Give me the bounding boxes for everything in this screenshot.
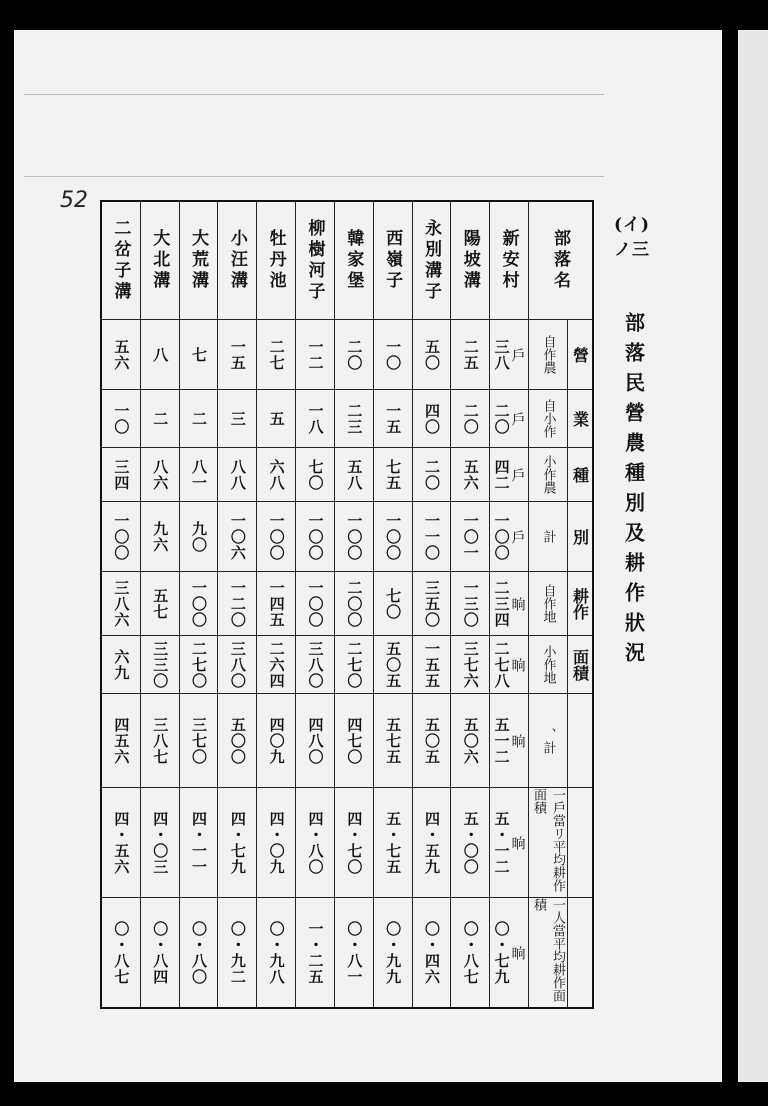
cell-value: 三八六 <box>112 579 131 628</box>
table-cell <box>102 448 141 502</box>
cell-value: 一五 <box>384 402 403 435</box>
column-header <box>490 202 529 320</box>
table-cell <box>257 898 296 1007</box>
cell-value: 三 <box>228 410 247 427</box>
table-cell <box>413 788 452 898</box>
table-cell <box>374 320 413 390</box>
table-cell <box>413 390 452 448</box>
cell-value: 二 <box>190 410 209 427</box>
cell-value: 七 <box>190 346 209 363</box>
cell-value: 五・七五 <box>384 810 403 875</box>
table-cell <box>296 572 335 636</box>
header-label-cell <box>529 202 592 320</box>
cell-value: 四〇九 <box>267 716 286 765</box>
row-label-cell <box>529 390 592 448</box>
table-cell <box>335 572 374 636</box>
cell-value: 四五六 <box>112 716 131 765</box>
cell-value: 二五 <box>461 338 480 371</box>
cell-unit: 戶 <box>509 467 526 482</box>
row-group-label: 別 <box>567 502 592 571</box>
column-header-label: 永別溝子 <box>420 218 441 303</box>
cell-unit: 晌 <box>509 835 526 850</box>
table-cell <box>218 636 257 694</box>
cell-value: 四・五六 <box>112 810 131 875</box>
cell-value: 二 <box>151 410 170 427</box>
table-cell <box>218 788 257 898</box>
table-cell <box>374 694 413 788</box>
table-cell <box>490 898 529 1007</box>
column-header-label: 小汪溝 <box>226 229 247 292</box>
row-label-cell <box>529 320 592 390</box>
table-cell <box>490 694 529 788</box>
table-cell <box>490 572 529 636</box>
table-cell <box>141 898 180 1007</box>
table-cell <box>451 898 490 1007</box>
table-cell <box>141 502 180 572</box>
cell-value: 〇・八一 <box>345 920 364 985</box>
cell-value: 四七〇 <box>345 716 364 765</box>
table-cell <box>451 788 490 898</box>
cell-value: 一・二五 <box>306 920 325 985</box>
table-cell <box>218 572 257 636</box>
cell-value: 一二〇 <box>228 579 247 628</box>
table-cell <box>218 694 257 788</box>
cell-value: 七五 <box>384 458 403 491</box>
table-cell <box>413 448 452 502</box>
cell-value: 一〇〇 <box>190 579 209 628</box>
cell-value: 一五五 <box>422 640 441 689</box>
column-header-label: 陽坡溝 <box>459 229 480 292</box>
table-cell <box>102 572 141 636</box>
table-cell <box>257 636 296 694</box>
table-cell <box>102 320 141 390</box>
cell-value: 三七〇 <box>190 716 209 765</box>
cell-value: 五六 <box>461 458 480 491</box>
column-header <box>413 202 452 320</box>
cell-value: 〇・八〇 <box>190 920 209 985</box>
cell-value: 四〇 <box>422 402 441 435</box>
data-table <box>100 200 594 1009</box>
cell-value: 一〇 <box>384 338 403 371</box>
cell-value: 三八〇 <box>306 640 325 689</box>
column-header-label: 韓家堡 <box>343 229 364 292</box>
cell-value: 五〇 <box>422 338 441 371</box>
cell-value: 三七六 <box>461 640 480 689</box>
row-group-label: 種 <box>567 448 592 501</box>
cell-value: 八八 <box>228 458 247 491</box>
table-cell <box>374 572 413 636</box>
column-header <box>180 202 219 320</box>
table-cell <box>180 572 219 636</box>
cell-value: 五八 <box>345 458 364 491</box>
column-header <box>451 202 490 320</box>
table-cell <box>102 898 141 1007</box>
table-cell <box>180 502 219 572</box>
cell-value: 一〇六 <box>228 512 247 561</box>
cell-value: 八六 <box>151 458 170 491</box>
cell-value: 八一 <box>190 458 209 491</box>
table-cell <box>451 390 490 448</box>
row-label-cell <box>529 448 592 502</box>
cell-value: 一三〇 <box>461 579 480 628</box>
cell-value: 一〇 <box>112 402 131 435</box>
cell-value: 五・〇〇 <box>461 810 480 875</box>
table-cell <box>141 694 180 788</box>
cell-value: 四・八〇 <box>306 810 325 875</box>
table-cell <box>374 502 413 572</box>
cell-value: 二三四 <box>492 579 511 628</box>
column-header-label: 新安村 <box>498 229 519 292</box>
top-rule <box>24 94 604 95</box>
cell-value: 一〇〇 <box>306 579 325 628</box>
cell-value: 二七〇 <box>345 640 364 689</box>
cell-value: 一一〇 <box>422 512 441 561</box>
table-cell <box>374 898 413 1007</box>
cell-value: 一五 <box>228 338 247 371</box>
table-cell <box>335 898 374 1007</box>
row-label-cell <box>529 788 592 898</box>
row-label: 自作地 <box>540 584 556 623</box>
table-cell <box>296 788 335 898</box>
column-header-label: 西嶺子 <box>382 229 403 292</box>
table-cell <box>490 502 529 572</box>
column-header-label: 大北溝 <box>149 229 170 292</box>
table-cell <box>102 502 141 572</box>
cell-unit: 晌 <box>509 596 526 611</box>
table-cell <box>257 320 296 390</box>
table-cell <box>490 448 529 502</box>
cell-value: 一〇〇 <box>112 512 131 561</box>
table-cell <box>335 390 374 448</box>
cell-value: 四八〇 <box>306 716 325 765</box>
cell-value: 一四五 <box>267 579 286 628</box>
cell-value: 一八 <box>306 402 325 435</box>
table-cell <box>451 502 490 572</box>
row-label-cell <box>529 898 592 1007</box>
column-header <box>218 202 257 320</box>
table-cell <box>180 694 219 788</box>
row-label-cell <box>529 572 592 636</box>
table-cell <box>413 898 452 1007</box>
cell-unit: 戶 <box>509 347 526 362</box>
cell-value: 五・一二 <box>492 810 511 875</box>
table-cell <box>102 694 141 788</box>
table-cell <box>296 636 335 694</box>
cell-value: 〇・九九 <box>384 920 403 985</box>
table-cell <box>180 636 219 694</box>
cell-value: 二七〇 <box>190 640 209 689</box>
row-label: 計 <box>540 530 556 543</box>
cell-value: 一二 <box>306 338 325 371</box>
table-cell <box>257 572 296 636</box>
table-cell <box>413 694 452 788</box>
table-cell <box>296 390 335 448</box>
table-cell <box>451 448 490 502</box>
table-cell <box>257 788 296 898</box>
table-cell <box>218 898 257 1007</box>
table-cell <box>218 320 257 390</box>
cell-value: 九六 <box>151 520 170 553</box>
cell-value: 三三〇 <box>151 640 170 689</box>
cell-value: 二〇 <box>345 338 364 371</box>
cell-value: 〇・八四 <box>151 920 170 985</box>
table-cell <box>335 636 374 694</box>
cell-value: 一〇〇 <box>267 512 286 561</box>
table-cell <box>141 320 180 390</box>
table-cell <box>141 788 180 898</box>
column-header <box>296 202 335 320</box>
cell-value: 四・〇三 <box>151 810 170 875</box>
cell-value: 五一二 <box>492 716 511 765</box>
cell-value: 四・一一 <box>190 810 209 875</box>
header-label: 部落名 <box>549 229 570 292</box>
cell-value: 〇・八七 <box>112 920 131 985</box>
cell-unit: 戶 <box>509 529 526 544</box>
cell-value: 〇・九八 <box>267 920 286 985</box>
cell-value: 一〇一 <box>461 512 480 561</box>
cell-unit: 晌 <box>509 657 526 672</box>
table-cell <box>490 390 529 448</box>
cell-value: 二〇 <box>461 402 480 435</box>
row-label: 小作地 <box>540 645 556 684</box>
column-header <box>374 202 413 320</box>
cell-unit: 晌 <box>509 733 526 748</box>
cell-value: 一〇〇 <box>345 512 364 561</box>
cell-value: 三八〇 <box>228 640 247 689</box>
cell-value: 九〇 <box>190 520 209 553</box>
table-cell <box>335 448 374 502</box>
cell-unit: 戶 <box>509 411 526 426</box>
cell-value: 三四 <box>112 458 131 491</box>
row-label-cell <box>529 502 592 572</box>
column-header <box>257 202 296 320</box>
cell-value: 五〇〇 <box>228 716 247 765</box>
table-cell <box>296 694 335 788</box>
table-cell <box>451 636 490 694</box>
row-label: 自作農 <box>540 335 556 374</box>
table-cell <box>141 572 180 636</box>
table-cell <box>257 390 296 448</box>
row-label-cell <box>529 636 592 694</box>
row-group-label <box>567 694 592 787</box>
cell-value: 二六四 <box>267 640 286 689</box>
table-cell <box>218 390 257 448</box>
cell-value: 四・七九 <box>228 810 247 875</box>
cell-value: 七〇 <box>306 458 325 491</box>
cell-value: 三八七 <box>151 716 170 765</box>
table-cell <box>180 448 219 502</box>
column-header <box>141 202 180 320</box>
column-header-label: 二岔子溝 <box>110 218 131 303</box>
row-label-cell <box>529 694 592 788</box>
table-cell <box>413 572 452 636</box>
table-cell <box>141 390 180 448</box>
cell-value: 三五〇 <box>422 579 441 628</box>
column-header-label: 大荒溝 <box>188 229 209 292</box>
row-group-label: 耕作 <box>567 572 592 635</box>
row-group-label: 營 <box>567 320 592 389</box>
row-label: 小作農 <box>540 455 556 494</box>
table-cell <box>180 320 219 390</box>
cell-value: 六九 <box>112 648 131 681</box>
cell-value: 五七 <box>151 587 170 620</box>
cell-value: 二三 <box>345 402 364 435</box>
table-cell <box>180 390 219 448</box>
cell-value: 四・〇九 <box>267 810 286 875</box>
table-cell <box>296 502 335 572</box>
row-label: 、計 <box>540 727 556 754</box>
cell-value: 六八 <box>267 458 286 491</box>
table-cell <box>218 448 257 502</box>
table-cell <box>413 320 452 390</box>
cell-value: 一〇〇 <box>306 512 325 561</box>
cell-value: 五六 <box>112 338 131 371</box>
cell-value: 四・五九 <box>422 810 441 875</box>
cell-value: 〇・九二 <box>228 920 247 985</box>
table-cell <box>335 694 374 788</box>
table-cell <box>218 502 257 572</box>
table-cell <box>335 502 374 572</box>
cell-value: 四・七〇 <box>345 810 364 875</box>
table-cell <box>296 320 335 390</box>
table-cell <box>374 636 413 694</box>
cell-unit: 晌 <box>509 945 526 960</box>
table-cell <box>296 898 335 1007</box>
cell-value: 〇・四六 <box>422 920 441 985</box>
row-group-label <box>567 898 592 1007</box>
cell-value: 五七五 <box>384 716 403 765</box>
row-label: 一人當平均耕作面積 <box>530 898 565 1002</box>
cell-value: 二〇 <box>492 402 511 435</box>
adjacent-page-edge <box>738 30 768 1082</box>
table-cell <box>374 448 413 502</box>
row-group-label: 業 <box>567 390 592 447</box>
column-header-label: 柳樹河子 <box>304 218 325 303</box>
table-cell <box>374 390 413 448</box>
cell-value: 〇・七九 <box>492 920 511 985</box>
row-group-label: 面積 <box>567 636 592 693</box>
table-cell <box>102 390 141 448</box>
table-cell <box>102 636 141 694</box>
table-cell <box>102 788 141 898</box>
table-cell <box>296 448 335 502</box>
row-label: 自小作 <box>540 399 556 438</box>
section-number: (イ)ノ三 <box>614 215 651 260</box>
table-cell <box>413 502 452 572</box>
section-heading <box>614 210 654 672</box>
row-label: 一戶當リ平均耕作面積 <box>530 788 565 892</box>
cell-value: 一〇〇 <box>492 512 511 561</box>
cell-value: 八 <box>151 346 170 363</box>
table-cell <box>257 502 296 572</box>
table-cell <box>413 636 452 694</box>
cell-value: 三八 <box>492 338 511 371</box>
mid-rule <box>24 176 604 177</box>
cell-value: 五〇六 <box>461 716 480 765</box>
row-group-label <box>567 788 592 897</box>
table-cell <box>257 448 296 502</box>
table-cell <box>451 694 490 788</box>
cell-value: 二七 <box>267 338 286 371</box>
column-header <box>102 202 141 320</box>
cell-value: 一〇〇 <box>384 512 403 561</box>
cell-value: 四二 <box>492 458 511 491</box>
table-cell <box>490 788 529 898</box>
cell-value: 五〇五 <box>384 640 403 689</box>
cell-value: 二〇 <box>422 458 441 491</box>
cell-value: 二七八 <box>492 640 511 689</box>
column-header <box>335 202 374 320</box>
table-cell <box>180 898 219 1007</box>
table-cell <box>451 572 490 636</box>
cell-value: 二〇〇 <box>345 579 364 628</box>
table-cell <box>257 694 296 788</box>
table-cell <box>335 320 374 390</box>
table-cell <box>490 320 529 390</box>
table-cell <box>141 636 180 694</box>
table-cell <box>451 320 490 390</box>
cell-value: 七〇 <box>384 587 403 620</box>
table-cell <box>374 788 413 898</box>
table-cell <box>180 788 219 898</box>
table-cell <box>141 448 180 502</box>
table-cell <box>490 636 529 694</box>
cell-value: 五〇五 <box>422 716 441 765</box>
table-cell <box>335 788 374 898</box>
cell-value: 〇・八七 <box>461 920 480 985</box>
page-number: 52 <box>60 188 88 213</box>
cell-value: 五 <box>267 410 286 427</box>
column-header-label: 牡丹池 <box>265 229 286 292</box>
section-title: 部落民營農種別及耕作狀況 <box>621 312 646 672</box>
